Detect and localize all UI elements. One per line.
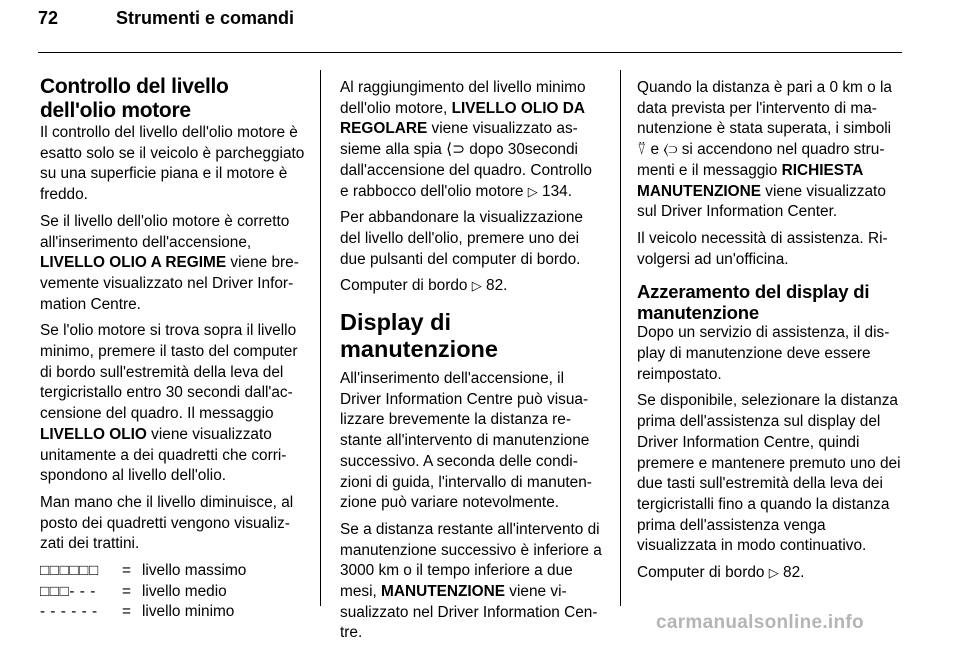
computer-reference-paragraph (637, 563, 903, 584)
level-label: livello medio (142, 582, 227, 600)
text-span: Se l'olio motore si trova sopra il livello minimo, premere il tasto del computer di bordo sull'estremità della leva del tergicristallo entro 30 secondi dall'accensione del quadro. Il messaggio (40, 322, 298, 423)
text-span: Se a distanza restante all'intervento di manutenzione successivo è inferiore a 3000 km o il tempo inferiore a due mesi, (340, 520, 602, 601)
oil-level-correct-paragraph (40, 212, 308, 316)
level-label: livello minimo (142, 603, 235, 621)
level-marks: - - - - - - (40, 603, 98, 621)
legend-row (40, 561, 246, 582)
column-divider-1 (320, 70, 321, 606)
column-divider-2 (620, 70, 621, 606)
page-reference[interactable]: 82. (481, 277, 508, 295)
column-1 (40, 75, 308, 623)
message-oil-adjust: LIVELLO OLIO DA REGOLARE (340, 99, 585, 138)
computer-reference-paragraph (340, 276, 602, 297)
text-span: Se il livello dell'olio motore è corretto all'inserimento dell'accensione, (40, 212, 290, 251)
maintenance-due-paragraph (637, 78, 903, 223)
reset-procedure-paragraph: Se disponibile, selezionare la distanza prima dell'assistenza sul display del Driver Information Centre, quindi premere e mantenere premuto uno dei due tasti sull'estremità della leva dei tergicristalli fino a quando la distanza prima dell'assistenza venga visualizzata in modo continuativo. (637, 392, 901, 555)
text-span: si accendono nel quadro strumenti e il messaggio (637, 141, 885, 179)
maintenance-intro-paragraph: All'inserimento dell'accensione, il Driver Information Centre può visualizzare brevemente la distanza restante all'intervento di manutenzione successivo. A seconda delle condizioni di guida, l'intervallo di manutenzione può variare notevolmente. (340, 370, 592, 512)
message-maintenance: MANUTENZIONE (381, 583, 506, 601)
text-span: Quando la distanza è pari a 0 km o la data prevista per l'intervento di manutenzione è stata superata, i simboli (637, 79, 892, 138)
service-wrench-icon: ⍢ (637, 141, 647, 159)
column-3 (637, 78, 903, 590)
reset-intro-paragraph: Dopo un servizio di assistenza, il display di manutenzione deve essere reimpostato. (637, 324, 890, 383)
text-span: viene visualizzato nel Driver Information Centre. (340, 583, 598, 642)
maintenance-display-heading: Display di manutenzione (340, 309, 498, 363)
page-reference-icon: ▷ (527, 183, 538, 199)
legend-row (40, 582, 246, 603)
text-span: viene visualizzato unitamente a dei quadretti che corrispondono al livello dell'olio. (40, 425, 287, 485)
text-span: Al raggiungimento del livello minimo dell'olio motore, (340, 79, 586, 117)
text-span: Computer di bordo (637, 564, 769, 582)
column-2 (340, 78, 602, 650)
maintenance-remaining-paragraph (340, 520, 602, 644)
header-rule (38, 52, 902, 53)
text-span: e (646, 141, 664, 159)
level-marks: □□□- - - (40, 582, 96, 600)
oil-level-legend (40, 561, 246, 623)
text-span: Computer di bordo (340, 277, 472, 295)
page-reference[interactable]: 134. (537, 182, 572, 200)
watermark: carmanualsonline.info (656, 612, 864, 633)
page-reference[interactable]: 82. (778, 564, 805, 582)
service-needed-paragraph: Il veicolo necessità di assistenza. Rivolgersi ad un'officina. (637, 229, 888, 268)
page-reference-icon: ▷ (471, 278, 482, 294)
message-oil-level: LIVELLO OLIO (40, 425, 147, 443)
section-title: Strumenti e comandi (116, 8, 295, 28)
oil-min-paragraph (340, 78, 602, 202)
text-span: viene visualizzato sul Driver Information Center. (637, 182, 886, 221)
oil-level-heading: Controllo del livello dell'olio motore (40, 75, 229, 122)
message-maintenance-required: RICHIESTA MANUTENZIONE (637, 161, 863, 200)
text-span: viene visualizzato assieme alla spia (340, 120, 578, 159)
text-span: viene brevemente visualizzato nel Driver Information Centre. (40, 254, 299, 313)
oil-level-check-paragraph (40, 321, 308, 487)
level-equals: = (122, 582, 131, 600)
message-oil-ok: LIVELLO OLIO A REGIME (40, 254, 227, 272)
reset-maintenance-heading: Azzeramento del display di manutenzione (637, 281, 870, 323)
level-equals: = (122, 603, 131, 621)
text-span: dopo 30secondi dall'accensione del quadro. Controllo e rabbocco dell'olio motore (340, 141, 592, 200)
level-equals: = (122, 562, 131, 580)
oil-level-dashes-paragraph: Man mano che il livello diminuisce, al posto dei quadretti vengono visualizzati dei trattini. (40, 493, 294, 553)
oil-level-intro: Il controllo del livello dell'olio motore è esatto solo se il veicolo è parcheggiato su una superficie piana e il motore è freddo. (40, 124, 305, 204)
level-marks: □□□□□□ (40, 562, 99, 580)
page-reference-icon: ▷ (768, 565, 779, 581)
page-number: 72 (38, 8, 59, 28)
legend-row (40, 602, 246, 623)
exit-display-paragraph: Per abbandonare la visualizzazione del livello dell'olio, premere uno dei due pulsanti del computer di bordo. (340, 209, 583, 268)
level-label: livello massimo (142, 562, 247, 580)
oil-can-icon: ⟨⊃ (446, 141, 465, 159)
oil-can-icon: ⟨⊃ (663, 141, 678, 159)
